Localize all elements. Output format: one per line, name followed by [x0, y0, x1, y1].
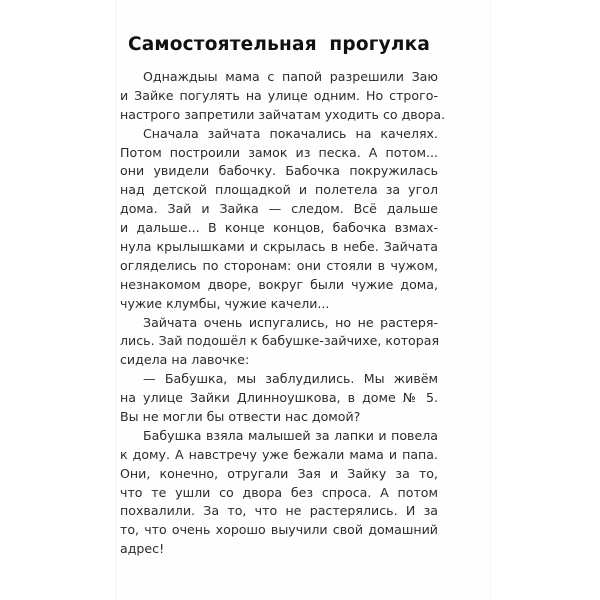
text-line: чужие клумбы, чужие качели...	[120, 295, 330, 311]
text-line: Бабушка взяла малышей за лапки и повела	[143, 427, 438, 443]
text-line: Зайчата очень испугались, но не растеря-	[143, 314, 438, 330]
text-line: и дальше... В конце концов, бабочка взмах-	[120, 220, 438, 236]
text-line: Однаждыы мама с папой разрешили Заю	[143, 69, 438, 84]
text-line: лись. Зай подошёл к бабушке-зайчихе, которая	[120, 333, 440, 349]
text-line: что те ушли со двора без спроса. А потом	[120, 484, 438, 500]
story-title: Самостоятельная прогулка	[127, 34, 431, 55]
text-line: Потом построили замок из песка. А потом...	[120, 144, 438, 160]
text-line: Они, конечно, отругали Зая и Зайку за то,	[120, 465, 438, 481]
text-line: и Зайке погулять на улице одним. Но строго-	[120, 87, 438, 103]
text-line: на улице Зайки Длинноушкова, в доме № 5.	[120, 390, 438, 406]
text-line: — Бабушка, мы заблудились. Мы живём	[143, 371, 438, 387]
text-line: сидела на лавочке:	[120, 352, 250, 368]
text-line: настрого запретили зайчатам уходить со двора.	[120, 106, 446, 122]
text-line: дома. Зай и Зайка — следом. Всё дальше	[120, 201, 438, 217]
text-line: нула крылышками и скрылась в небе. Зайчата	[120, 239, 438, 255]
story-body	[120, 68, 446, 559]
text-line: они увидели бабочку. Бабочка покружилась	[120, 163, 438, 179]
text-line: то, что очень хорошо выучили свой домашний	[120, 522, 438, 538]
text-line: похвалили. За то, что не растерялись. И за	[120, 503, 438, 519]
text-line: огляделись по сторонам: они стояли в чужом,	[120, 257, 438, 273]
text-line: незнакомом дворе, вокруг были чужие дома,	[120, 276, 438, 292]
text-line: Вы не могли бы отвести нас домой?	[120, 409, 361, 425]
text-line: над детской площадкой и полетела за угол	[120, 182, 438, 198]
text-line: Сначала зайчата покачались на качелях.	[143, 125, 438, 141]
text-line: адрес!	[120, 541, 165, 557]
text-line: к дому. А навстречу уже бежали мама и папа.	[120, 446, 438, 462]
